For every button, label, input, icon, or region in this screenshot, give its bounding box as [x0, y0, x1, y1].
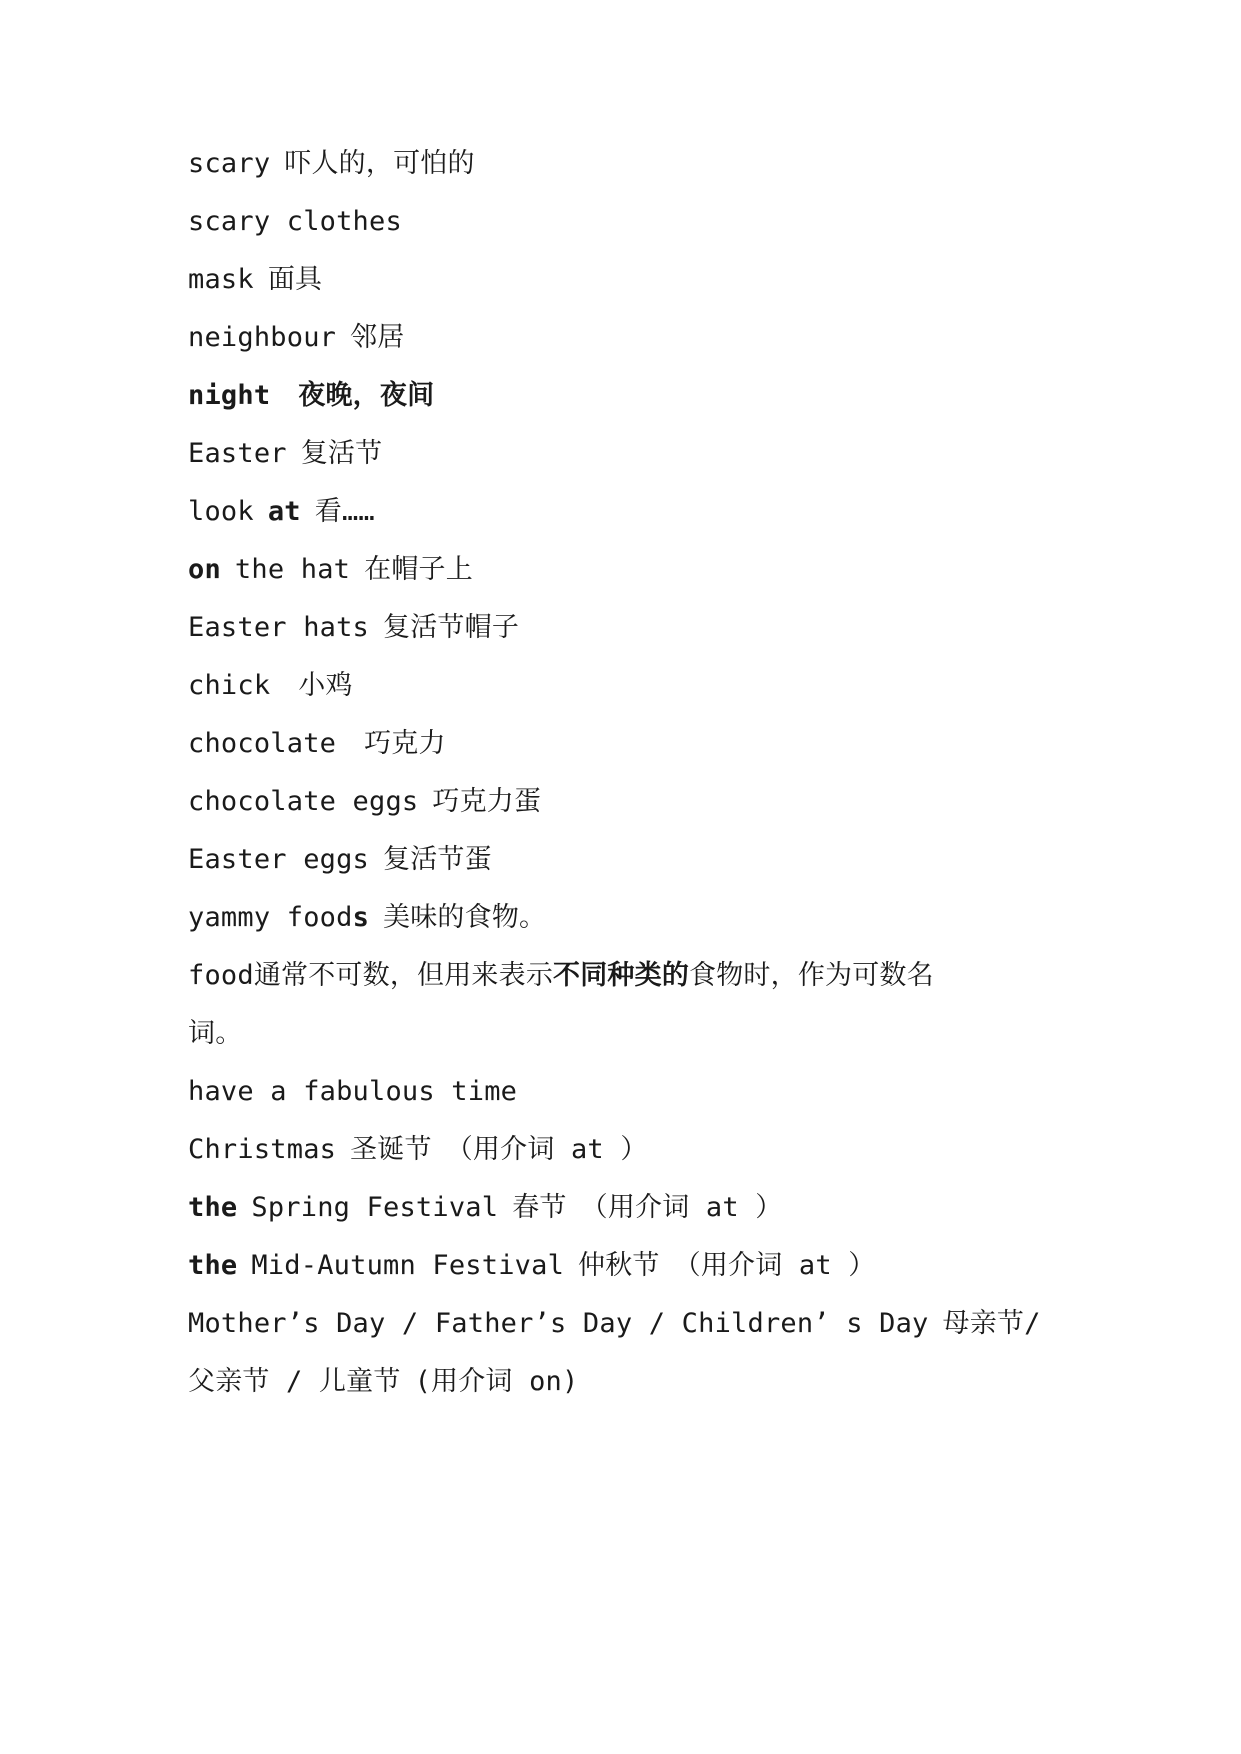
english-term-bold: s [352, 902, 370, 933]
english-term: Easter hats [188, 612, 370, 643]
vocab-line-have-a-fabulous-time [188, 1072, 1068, 1112]
preposition-note: （用介词 at ） [673, 1250, 876, 1281]
english-term: look [188, 496, 254, 527]
vocab-line-look-at [188, 492, 1068, 532]
english-term: chocolate eggs [188, 786, 419, 817]
chinese-note: 词。 [188, 1018, 243, 1049]
chinese-note: 食物时，作为可数名 [689, 960, 934, 991]
vocab-line-night [188, 376, 1068, 416]
chinese-note: 通常不可数，但用来表示 [253, 960, 554, 991]
english-term: scary [188, 148, 271, 179]
vocab-line-family-days [188, 1304, 1068, 1344]
chinese-meaning: 美味的食物。 [383, 902, 547, 933]
chinese-meaning: 巧克力 [364, 728, 446, 759]
english-term-bold: on [188, 554, 221, 585]
english-term: night [188, 380, 271, 411]
english-term: Spring Festival [251, 1192, 499, 1223]
english-term-bold: at [267, 496, 301, 527]
english-term: chocolate [188, 728, 337, 759]
english-term: scary clothes [188, 206, 402, 237]
chinese-note-bold: 不同种类的 [553, 960, 690, 991]
vocab-line-on-the-hat [188, 550, 1068, 590]
vocab-line-spring-festival [188, 1188, 1068, 1228]
chinese-meaning: 吓人的，可怕的 [284, 148, 475, 179]
chinese-meaning: 夜晚，夜间 [298, 380, 435, 411]
grammar-note-continuation [188, 1014, 1068, 1054]
chinese-meaning: 父亲节 / 儿童节 [188, 1366, 401, 1397]
vocab-line-scary-clothes [188, 202, 1068, 242]
english-term: mask [188, 264, 254, 295]
chinese-meaning: 复活节蛋 [383, 844, 492, 875]
chinese-meaning: 邻居 [350, 322, 405, 353]
english-term-bold: the [188, 1192, 238, 1223]
english-term: have a fabulous time [188, 1076, 518, 1107]
preposition-note: (用介词 on) [414, 1366, 579, 1397]
chinese-meaning: 复活节 [300, 438, 383, 469]
vocab-line-family-days-continuation [188, 1362, 1068, 1402]
chinese-meaning: 复活节帽子 [383, 612, 520, 643]
english-term: food [188, 960, 254, 991]
vocab-line-easter [188, 434, 1068, 474]
english-term: yammy food [188, 902, 353, 933]
preposition-note: （用介词 at ） [445, 1134, 648, 1165]
chinese-meaning: 在帽子上 [364, 554, 473, 585]
vocab-line-mask [188, 260, 1068, 300]
grammar-note-food [188, 956, 1068, 996]
vocab-line-yammy-foods [188, 898, 1068, 938]
chinese-meaning: 仲秋节 [578, 1250, 660, 1281]
vocab-line-neighbour [188, 318, 1068, 358]
english-term: Easter [188, 438, 287, 469]
vocab-line-christmas [188, 1130, 1068, 1170]
vocab-line-easter-eggs [188, 840, 1068, 880]
vocab-line-scary [188, 144, 1068, 184]
chinese-meaning: 巧克力蛋 [432, 786, 542, 817]
vocab-line-chocolate [188, 724, 1068, 764]
english-term: Mid-Autumn Festival [251, 1250, 565, 1281]
vocab-line-chick [188, 666, 1068, 706]
english-term-bold: the [188, 1250, 238, 1281]
english-term: neighbour [188, 322, 337, 353]
english-term: the hat [234, 554, 351, 585]
chinese-meaning: 小鸡 [298, 670, 353, 701]
chinese-meaning: 春节 [512, 1192, 567, 1223]
english-term: chick [188, 670, 271, 701]
english-term: Mother’s Day / Father’s Day / Children’ s Day [188, 1308, 929, 1339]
english-term: Christmas [188, 1134, 337, 1165]
chinese-meaning: 圣诞节 [350, 1134, 432, 1165]
vocab-line-mid-autumn-festival [188, 1246, 1068, 1286]
english-term: Easter eggs [188, 844, 370, 875]
preposition-note: （用介词 at ） [580, 1192, 783, 1223]
chinese-meaning: 母亲节/ [942, 1308, 1041, 1339]
chinese-meaning: 面具 [267, 264, 323, 295]
vocab-line-chocolate-eggs [188, 782, 1068, 822]
vocab-line-easter-hats [188, 608, 1068, 648]
chinese-meaning: 看…… [314, 496, 375, 527]
